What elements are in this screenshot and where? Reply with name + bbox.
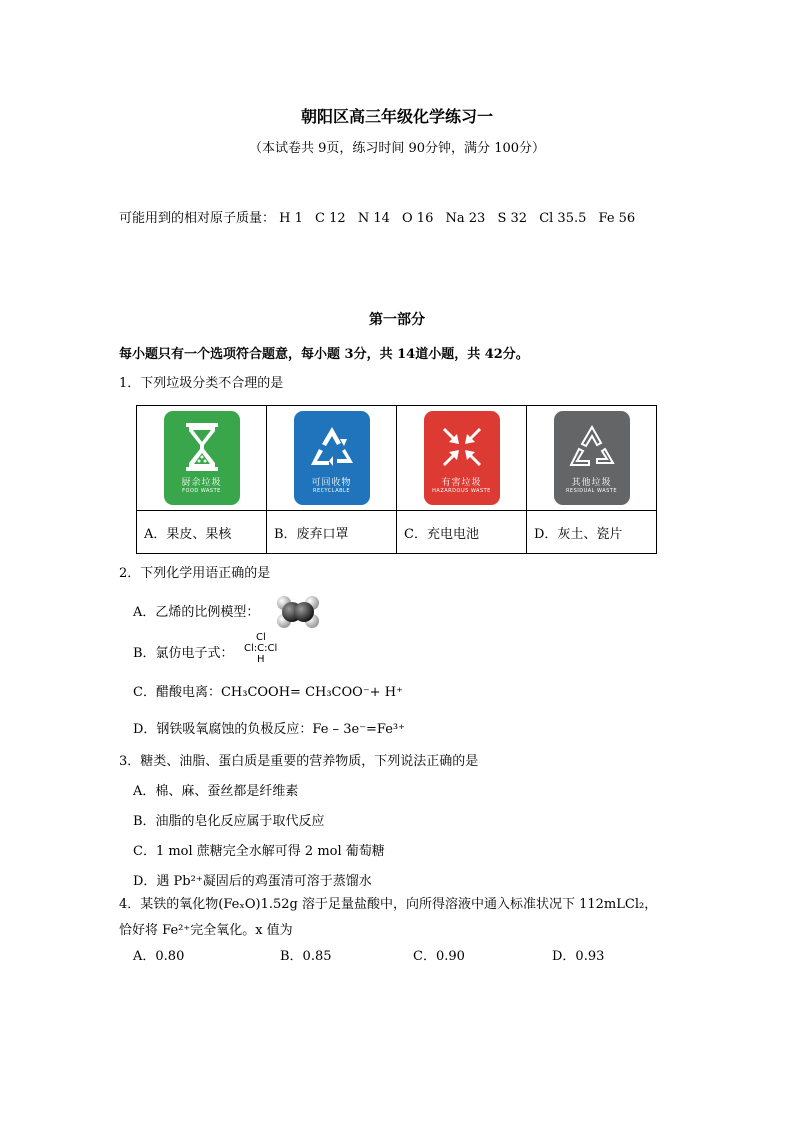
residual-recycle-icon: [567, 421, 617, 473]
question-4-stem-line-2: 恰好将 Fe²⁺完全氧化。x 值为: [119, 923, 293, 938]
atomic-mass-item: Na 23: [445, 211, 486, 226]
question-2-option-a: A．乙烯的比例模型：: [133, 605, 260, 620]
recyclable-bin: [294, 411, 370, 505]
bin-label-cn: 厨余垃圾: [181, 478, 222, 488]
lewis-middle: Cl:C:Cl: [244, 643, 278, 654]
atomic-masses-label: 可能用到的相对原子质量：: [119, 211, 276, 226]
page-title: 朝阳区高三年级化学练习一: [300, 107, 493, 126]
option-b: B．废弃口罩: [267, 511, 397, 554]
bin-label-cn: 可回收物: [311, 478, 352, 488]
question-4-option-c: C．0.90: [413, 949, 465, 964]
atomic-mass-item: C 12: [315, 211, 346, 226]
atomic-mass-item: N 14: [357, 211, 390, 226]
atomic-mass-item: S 32: [497, 211, 528, 226]
recycle-icon: [307, 421, 357, 473]
question-2-option-d: D．钢铁吸氧腐蚀的负极反应：Fe – 3e⁻=Fe³⁺: [133, 722, 405, 737]
bin-cell: [137, 406, 267, 511]
bin-cell: [267, 406, 397, 511]
waste-bin-table: [136, 405, 657, 554]
question-3-option-c: C．1 mol 蔗糖完全水解可得 2 mol 葡萄糖: [133, 844, 385, 859]
question-2-stem: 2．下列化学用语正确的是: [119, 566, 271, 581]
food-waste-bin: [164, 411, 240, 505]
bin-label-en: RECYCLABLE: [312, 488, 350, 494]
option-c: C．充电电池: [397, 511, 527, 554]
bin-label-cn: 其他垃圾: [571, 478, 612, 488]
atomic-masses: [119, 207, 643, 226]
question-3-option-d: D．遇 Pb²⁺凝固后的鸡蛋清可溶于蒸馏水: [133, 874, 372, 889]
question-4-option-b: B．0.85: [280, 949, 332, 964]
bin-label-cn: 有害垃圾: [441, 478, 482, 488]
hazard-arrows-icon: [437, 421, 487, 473]
question-4-option-d: D．0.93: [552, 949, 605, 964]
hazardous-waste-bin: [424, 411, 500, 505]
question-3-option-a: A．棉、麻、蚕丝都是纤维素: [133, 784, 299, 799]
bin-cell: [527, 406, 657, 511]
question-4-stem-line-1: 4．某铁的氧化物(FeₓO)1.52g 溶于足量盐酸中，向所得溶液中通入标准状况下 112mLCl₂，: [119, 897, 658, 912]
option-a: A．果皮、果核: [137, 511, 267, 554]
lewis-bottom: H: [257, 654, 265, 665]
bin-label-en: FOOD WASTE: [182, 488, 221, 494]
hourglass-icon: [177, 421, 227, 473]
bin-label-en: HAZARDOUS WASTE: [432, 488, 491, 494]
ethylene-space-filling-model: [274, 593, 322, 631]
part-title: 第一部分: [369, 312, 425, 328]
question-1-stem: 1．下列垃圾分类不合理的是: [119, 376, 284, 391]
page-subtitle: （本试卷共 9页，练习时间 90分钟，满分 100分）: [248, 141, 546, 156]
residual-waste-bin: [554, 411, 630, 505]
atomic-mass-item: O 16: [402, 211, 434, 226]
chloroform-lewis-structure: [244, 632, 277, 665]
question-2-option-b: B．氯仿电子式：: [133, 646, 234, 661]
question-4-option-a: A．0.80: [133, 949, 185, 964]
part-instruction: 每小题只有一个选项符合题意，每小题 3分，共 14道小题，共 42分。: [119, 347, 529, 362]
question-3-stem: 3．糖类、油脂、蛋白质是重要的营养物质，下列说法正确的是: [119, 754, 479, 769]
question-3-option-b: B．油脂的皂化反应属于取代反应: [133, 814, 325, 829]
atomic-mass-item: Fe 56: [598, 211, 636, 226]
question-2-option-c: C．醋酸电离：CH₃COOH= CH₃COO⁻+ H⁺: [133, 685, 403, 700]
bin-label-en: RESIDUAL WASTE: [565, 488, 618, 494]
bin-cell: [397, 406, 527, 511]
option-d: D．灰土、瓷片: [527, 511, 657, 554]
atomic-mass-item: Cl 35.5: [539, 211, 587, 226]
atomic-mass-item: H 1: [279, 211, 303, 226]
lewis-top: Cl: [256, 632, 266, 643]
